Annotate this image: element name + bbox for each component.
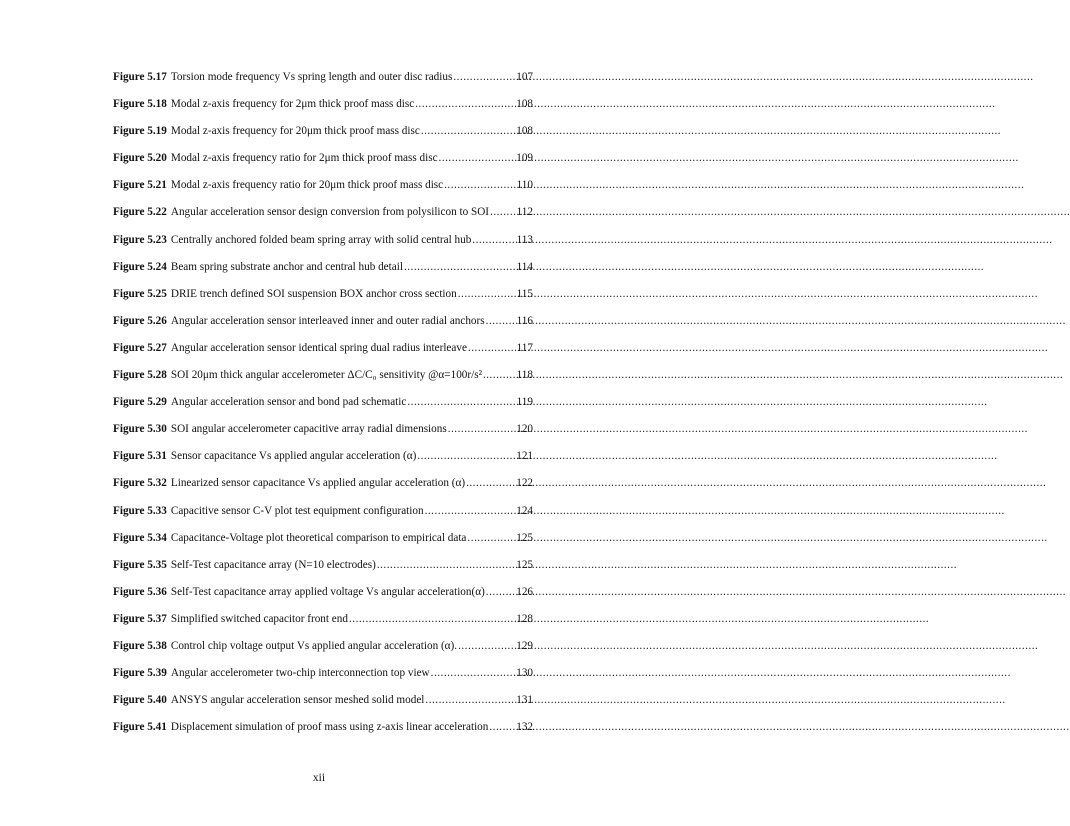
figure-title: Angular acceleration sensor interleaved inner and outer radial anchors — [170, 314, 485, 327]
figure-number: Figure 5.19 — [113, 125, 167, 138]
figure-entry[interactable] — [113, 448, 533, 475]
figure-entry[interactable] — [113, 232, 533, 259]
figure-title: Modal z-axis frequency for 20μm thick proof mass disc — [170, 125, 420, 138]
figure-entry[interactable] — [113, 665, 533, 692]
dot-leader — [425, 692, 515, 708]
figure-entry[interactable] — [113, 313, 533, 340]
figure-page-number: 121 — [516, 450, 533, 463]
dot-leader — [490, 204, 516, 220]
figure-title: SOI angular accelerometer capacitive array radial dimensions — [170, 423, 447, 436]
figure-entry[interactable] — [113, 611, 533, 638]
figure-number: Figure 5.23 — [113, 233, 167, 246]
figure-page-number: 129 — [516, 639, 533, 652]
dot-leader — [444, 177, 516, 193]
figure-entry[interactable] — [113, 584, 533, 611]
dot-leader — [448, 421, 516, 437]
figure-entry[interactable] — [113, 204, 533, 231]
figure-number: Figure 5.22 — [113, 206, 167, 219]
figure-page-number: 115 — [516, 287, 533, 300]
dot-leader — [417, 448, 515, 464]
figure-page-number: 120 — [516, 423, 533, 436]
figure-number: Figure 5.34 — [113, 531, 167, 544]
figure-title: Beam spring substrate anchor and central hub detail — [170, 260, 403, 273]
figure-entry[interactable] — [113, 123, 533, 150]
figure-page-number: 109 — [516, 152, 533, 165]
figure-page-number: 130 — [516, 667, 533, 680]
figure-number: Figure 5.25 — [113, 287, 167, 300]
figure-title: Control chip voltage output Vs applied angular acceleration (α). — [170, 639, 458, 652]
figure-title: Self-Test capacitance array (N=10 electrodes) — [170, 558, 376, 571]
figure-entry[interactable] — [113, 638, 533, 665]
figure-page-number: 119 — [516, 396, 533, 409]
figure-number: Figure 5.31 — [113, 450, 167, 463]
figure-entry[interactable] — [113, 475, 533, 502]
dot-leader — [483, 367, 516, 383]
figure-number: Figure 5.17 — [113, 71, 167, 83]
dot-leader — [489, 719, 515, 735]
figure-number: Figure 5.38 — [113, 639, 167, 652]
figure-entry[interactable] — [113, 286, 533, 313]
figure-page-number: 116 — [516, 314, 533, 327]
figure-number: Figure 5.35 — [113, 558, 167, 571]
figure-entry[interactable] — [113, 367, 533, 394]
figure-entry[interactable] — [113, 394, 533, 421]
figure-number: Figure 5.36 — [113, 585, 167, 598]
figure-entry[interactable] — [113, 719, 533, 746]
figure-entry[interactable] — [113, 96, 533, 123]
figure-title: Displacement simulation of proof mass using z-axis linear acceleration — [170, 721, 489, 734]
figure-page-number: 125 — [516, 531, 533, 544]
dot-leader — [486, 584, 515, 600]
figure-title: Torsion mode frequency Vs spring length and outer disc radius — [170, 71, 453, 83]
dot-leader — [458, 286, 516, 302]
figure-title: Capacitive sensor C-V plot test equipment configuration — [170, 504, 424, 517]
figure-number: Figure 5.20 — [113, 152, 167, 165]
figure-entry[interactable] — [113, 530, 533, 557]
figure-page-number: 107 — [516, 71, 533, 83]
figure-title: SOI 20μm thick angular accelerometer ΔC/C₀ sensitivity @α=100r/s² — [170, 369, 482, 382]
figure-entry[interactable] — [113, 259, 533, 286]
figure-title: Linearized sensor capacitance Vs applied angular acceleration (α) — [170, 477, 466, 490]
dot-leader — [421, 123, 515, 139]
dot-leader — [466, 475, 515, 491]
dot-leader — [425, 503, 516, 519]
figure-page-number: 113 — [516, 233, 533, 246]
figure-page-number: 112 — [516, 206, 533, 219]
figure-title: Angular acceleration sensor design conversion from polysilicon to SOI — [170, 206, 490, 219]
figure-number: Figure 5.29 — [113, 396, 167, 409]
dot-leader — [468, 340, 516, 356]
figure-page-number: 118 — [516, 369, 533, 382]
figure-number: Figure 5.41 — [113, 721, 167, 734]
figure-entry[interactable] — [113, 557, 533, 584]
figure-title: Simplified switched capacitor front end — [170, 612, 348, 625]
figure-page-number: 126 — [516, 585, 533, 598]
figure-number: Figure 5.18 — [113, 98, 167, 111]
figure-number: Figure 5.27 — [113, 341, 167, 354]
figure-title: Self-Test capacitance array applied voltage Vs angular acceleration(α) — [170, 585, 485, 598]
figure-title: DRIE trench defined SOI suspension BOX anchor cross section — [170, 287, 457, 300]
figure-number: Figure 5.37 — [113, 612, 167, 625]
figure-number: Figure 5.32 — [113, 477, 167, 490]
dot-leader — [486, 313, 516, 329]
figure-number: Figure 5.21 — [113, 179, 167, 192]
figure-title: Angular accelerometer two-chip interconnection top view — [170, 667, 430, 680]
figure-title: Modal z-axis frequency ratio for 2μm thick proof mass disc — [170, 152, 438, 165]
figure-entry[interactable] — [113, 150, 533, 177]
dot-leader — [415, 96, 515, 112]
dot-leader — [377, 557, 515, 573]
figure-title: Angular acceleration sensor and bond pad schematic — [170, 396, 407, 409]
figure-page-number: 124 — [516, 504, 533, 517]
figure-entry[interactable] — [113, 340, 533, 367]
figure-entry[interactable] — [113, 503, 533, 530]
dot-leader — [453, 69, 515, 85]
figure-page-number: 110 — [516, 179, 533, 192]
dot-leader — [404, 259, 516, 275]
dot-leader — [458, 638, 515, 654]
figure-title: ANSYS angular acceleration sensor meshed solid model — [170, 694, 425, 707]
figure-page-number: 122 — [516, 477, 533, 490]
figure-title: Capacitance-Voltage plot theoretical comparison to empirical data — [170, 531, 467, 544]
list-of-figures — [113, 69, 533, 746]
dot-leader — [349, 611, 515, 627]
dot-leader — [439, 150, 516, 166]
figure-page-number: 108 — [516, 125, 533, 138]
figure-number: Figure 5.24 — [113, 260, 167, 273]
figure-number: Figure 5.33 — [113, 504, 167, 517]
figure-page-number: 132 — [516, 721, 533, 734]
dot-leader — [467, 530, 515, 546]
figure-title: Modal z-axis frequency ratio for 20μm thick proof mass disc — [170, 179, 444, 192]
figure-title: Modal z-axis frequency for 2μm thick proof mass disc — [170, 98, 415, 111]
figure-number: Figure 5.28 — [113, 369, 167, 382]
figure-title: Centrally anchored folded beam spring array with solid central hub — [170, 233, 472, 246]
figure-entry[interactable] — [113, 69, 533, 96]
figure-number: Figure 5.26 — [113, 314, 167, 327]
figure-page-number: 114 — [516, 260, 533, 273]
figure-page-number: 108 — [516, 98, 533, 111]
dot-leader — [407, 394, 515, 410]
figure-number: Figure 5.40 — [113, 694, 167, 707]
dot-leader — [431, 665, 516, 681]
figure-title: Sensor capacitance Vs applied angular acceleration (α) — [170, 450, 417, 463]
figure-number: Figure 5.39 — [113, 667, 167, 680]
figure-entry[interactable] — [113, 692, 533, 719]
figure-entry[interactable] — [113, 421, 533, 448]
figure-page-number: 117 — [516, 341, 533, 354]
page-number: xii — [312, 772, 326, 784]
dot-leader — [472, 232, 515, 248]
figure-page-number: 125 — [516, 558, 533, 571]
figure-page-number: 128 — [516, 612, 533, 625]
figure-title: Angular acceleration sensor identical spring dual radius interleave — [170, 341, 467, 354]
figure-entry[interactable] — [113, 177, 533, 204]
figure-number: Figure 5.30 — [113, 423, 167, 436]
figure-page-number: 131 — [516, 694, 533, 707]
